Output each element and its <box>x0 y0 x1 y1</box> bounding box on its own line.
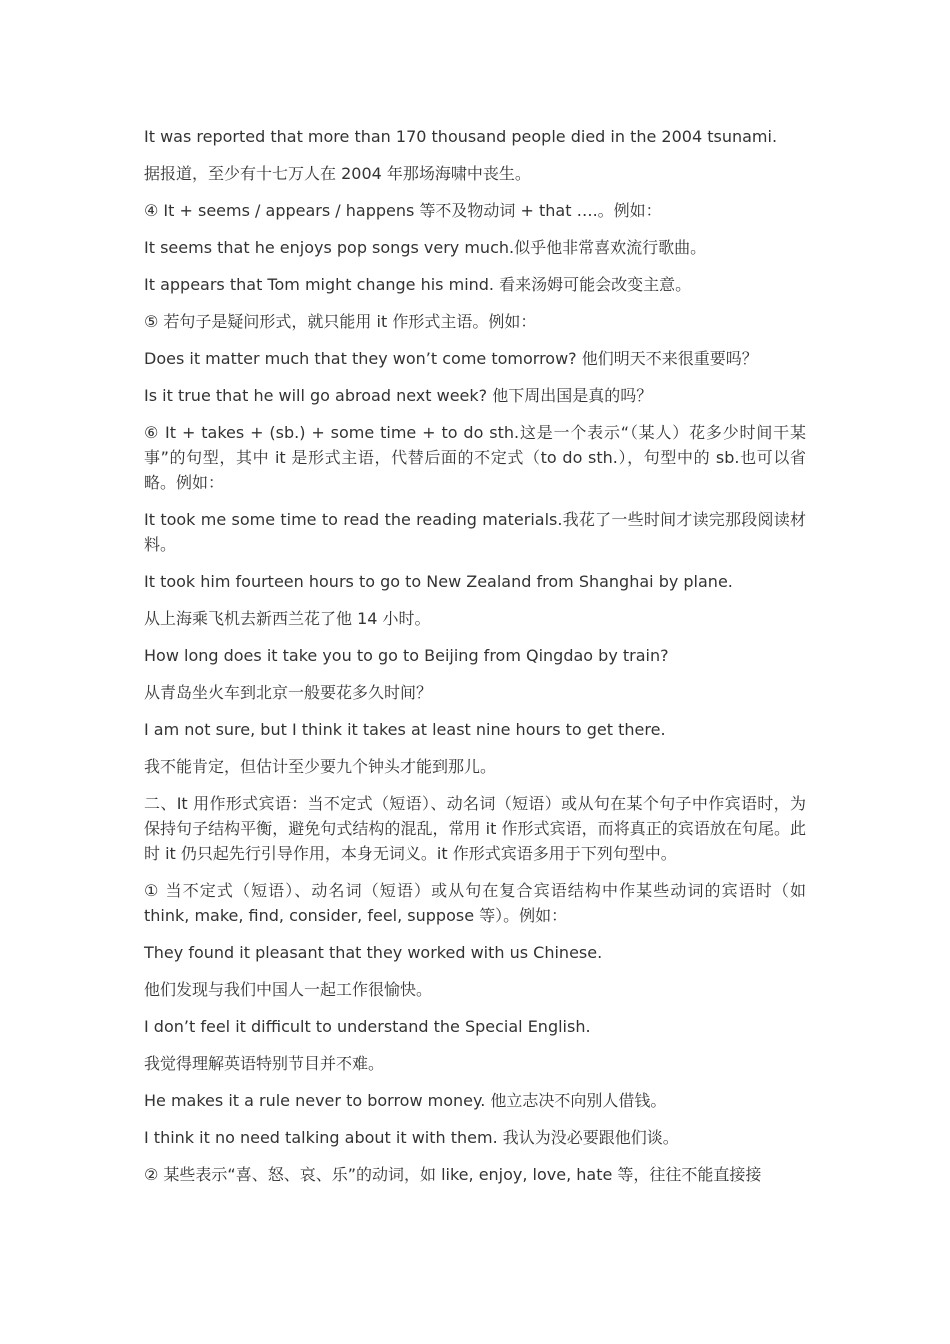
document-page <box>144 124 806 1199</box>
paragraph-10: It took me some time to read the reading materials.我花了一些时间才读完那段阅读材料。 <box>144 510 806 554</box>
paragraph-15: I am not sure, but I think it takes at least nine hours to get there. <box>144 720 666 739</box>
paragraph-17: 二、It 用作形式宾语：当不定式（短语）、动名词（短语）或从句在某个句子中作宾语时，为保持句子结构平衡，避免句式结构的混乱，常用 it 作形式宾语，而将真正的宾语放在句尾。此时 it 仍只起先行引导作用，本身无词义。it 作形式宾语多用于下列句型中。 <box>144 794 806 863</box>
paragraph-19: They found it pleasant that they worked with us Chinese. <box>144 943 603 962</box>
paragraph-12: 从上海乘飞机去新西兰花了他 14 小时。 <box>144 609 431 628</box>
paragraph-8: Is it true that he will go abroad next week? 他下周出国是真的吗？ <box>144 386 653 405</box>
paragraph-25: ② 某些表示“喜、怒、哀、乐”的动词，如 like, enjoy, love, hate 等，往往不能直接接 <box>144 1165 762 1184</box>
paragraph-21: I don’t feel it difficult to understand the Special English. <box>144 1017 591 1036</box>
paragraph-20: 他们发现与我们中国人一起工作很愉快。 <box>144 980 433 999</box>
paragraph-18: ① 当不定式（短语）、动名词（短语）或从句在复合宾语结构中作某些动词的宾语时（如 think, make, find, consider, feel, suppose 等）。例如： <box>144 881 806 925</box>
paragraph-22: 我觉得理解英语特别节目并不难。 <box>144 1054 385 1073</box>
paragraph-5: It appears that Tom might change his mind. 看来汤姆可能会改变主意。 <box>144 275 692 294</box>
paragraph-1: It was reported that more than 170 thousand people died in the 2004 tsunami. <box>144 127 778 146</box>
paragraph-11: It took him fourteen hours to go to New Zealand from Shanghai by plane. <box>144 572 733 591</box>
paragraph-13: How long does it take you to go to Beijing from Qingdao by train? <box>144 646 669 665</box>
paragraph-14: 从青岛坐火车到北京一般要花多久时间？ <box>144 683 433 702</box>
paragraph-3: ④ It + seems / appears / happens 等不及物动词 + that ….。例如： <box>144 201 662 220</box>
paragraph-16: 我不能肯定，但估计至少要九个钟头才能到那儿。 <box>144 757 497 776</box>
paragraph-7: Does it matter much that they won’t come tomorrow? 他们明天不来很重要吗？ <box>144 349 758 368</box>
paragraph-23: He makes it a rule never to borrow money. 他立志决不向别人借钱。 <box>144 1091 667 1110</box>
paragraph-2: 据报道，至少有十七万人在 2004 年那场海啸中丧生。 <box>144 164 531 183</box>
paragraph-24: I think it no need talking about it with them. 我认为没必要跟他们谈。 <box>144 1128 679 1147</box>
paragraph-9: ⑥ It + takes + (sb.) + some time + to do sth.这是一个表示“（某人）花多少时间干某事”的句型，其中 it 是形式主语，代替后面的不定式（to do sth.），句型中的 sb.也可以省略。例如： <box>144 423 806 492</box>
paragraph-4: It seems that he enjoys pop songs very much.似乎他非常喜欢流行歌曲。 <box>144 238 707 257</box>
paragraph-6: ⑤ 若句子是疑问形式，就只能用 it 作形式主语。例如： <box>144 312 537 331</box>
